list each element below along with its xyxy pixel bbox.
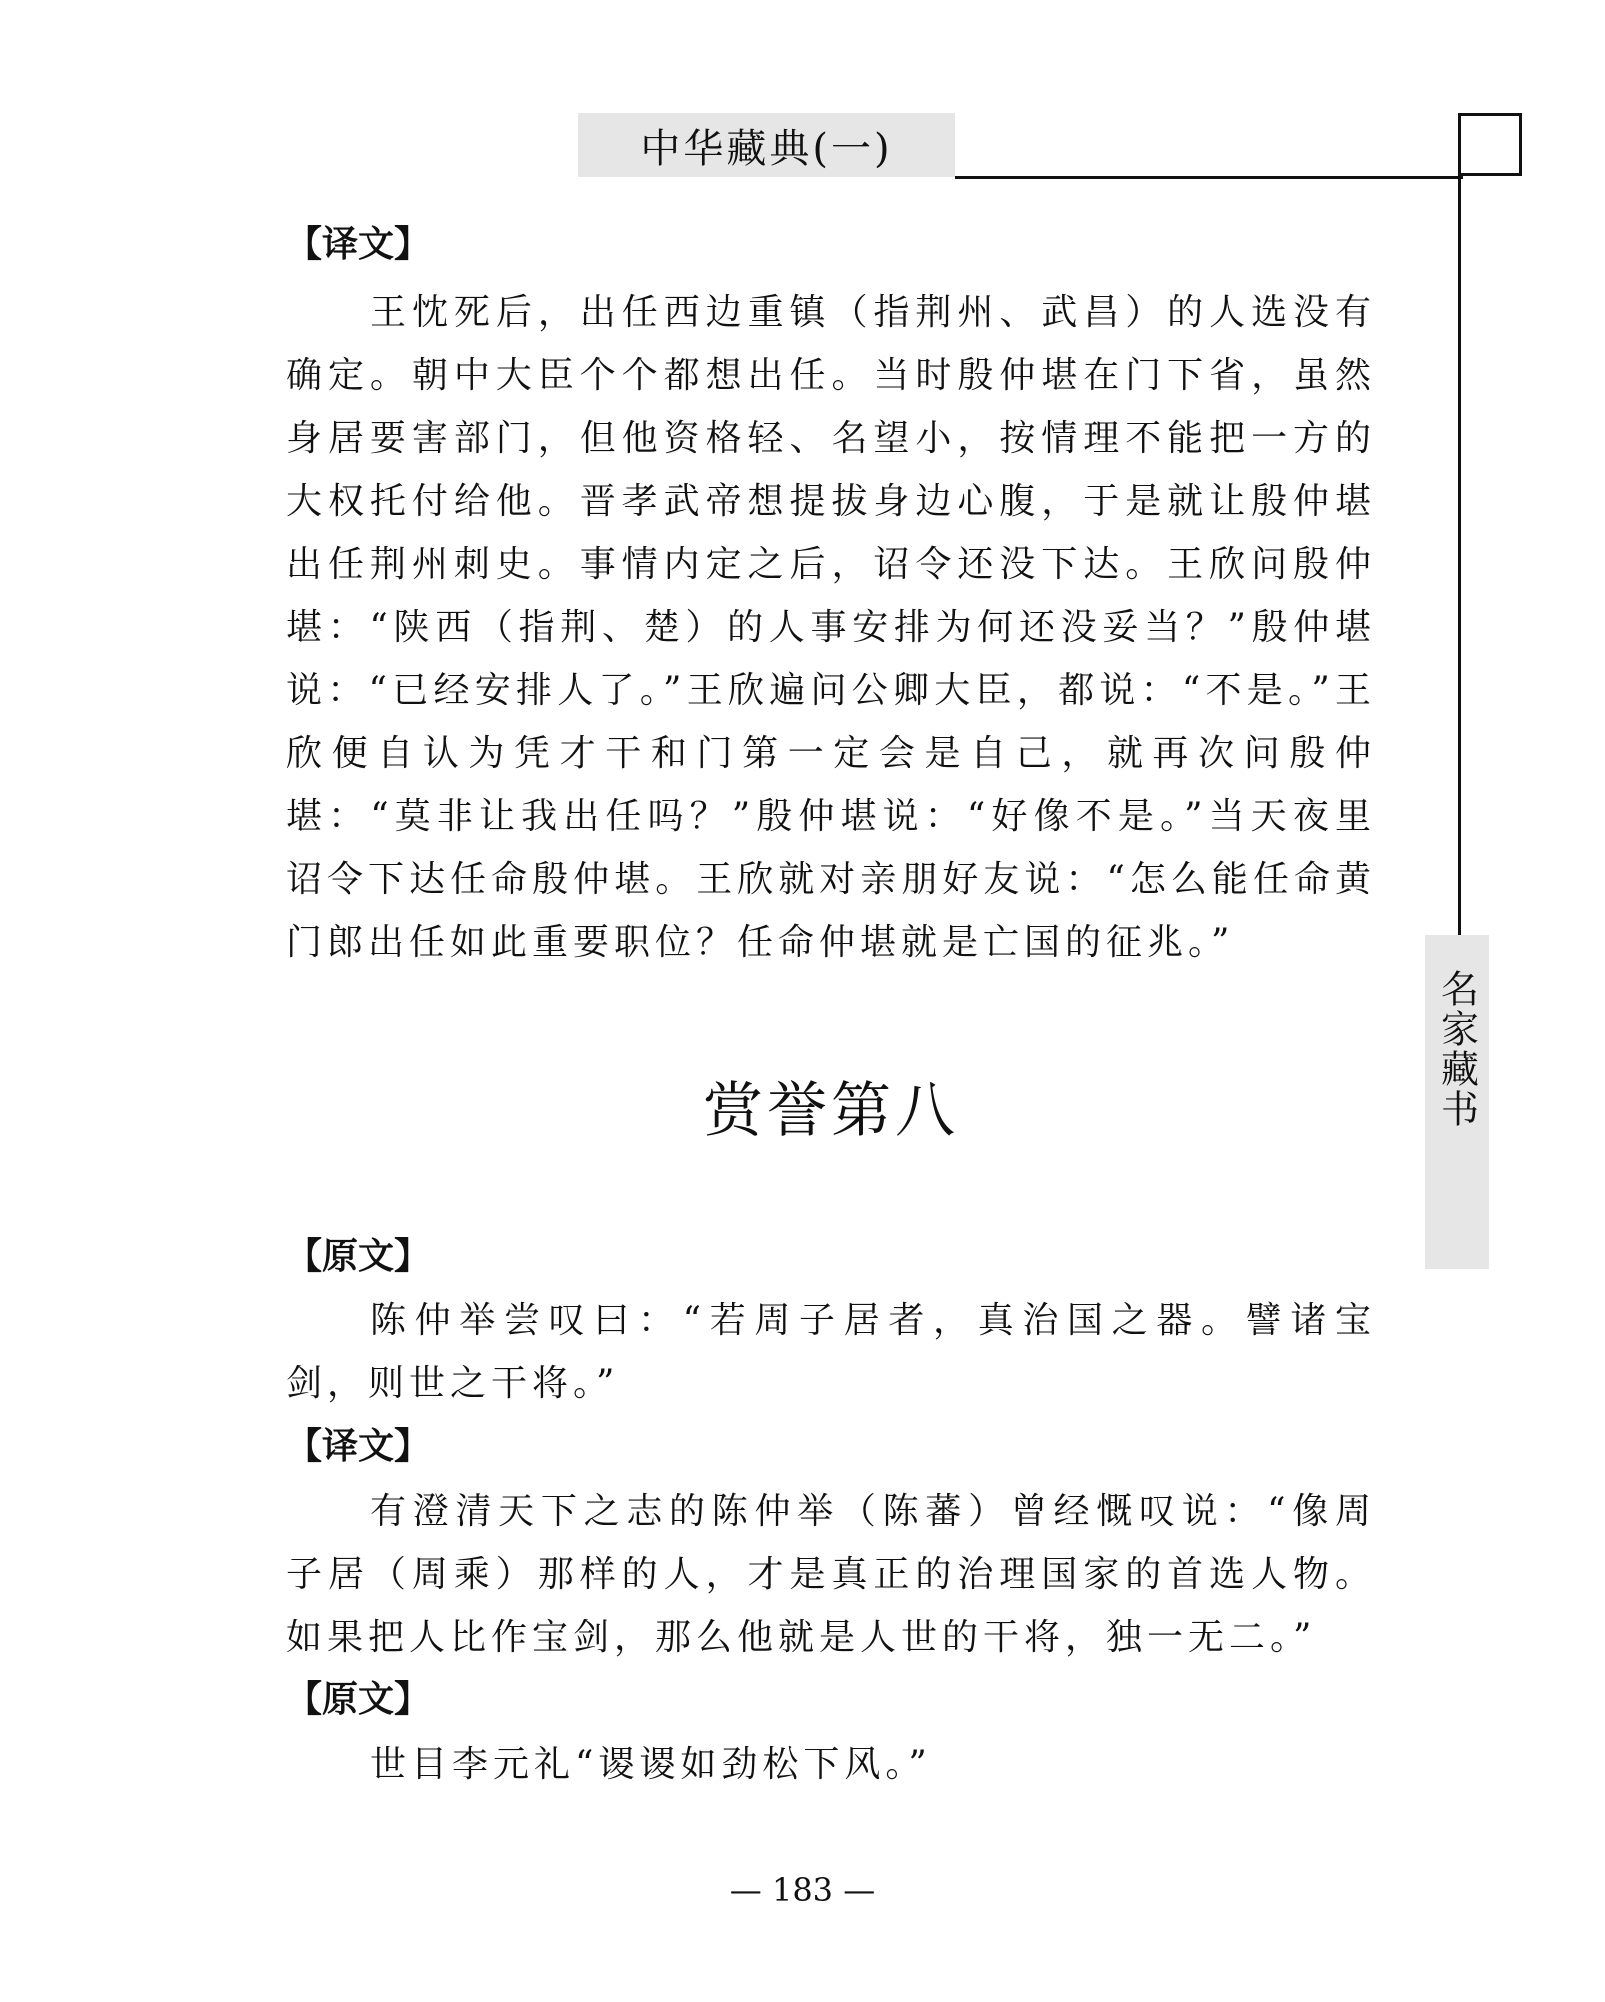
header-rule (955, 176, 1463, 179)
side-tab (1425, 935, 1489, 1269)
chapter-title: 赏誉第八 (703, 1076, 959, 1146)
section-label-translation-2: 【译文】 (286, 1426, 431, 1467)
section-label-original-1: 【原文】 (286, 1236, 431, 1277)
side-tab-label: 名家藏书 (1434, 969, 1479, 1129)
book-title: 中华藏典(一) (640, 125, 893, 172)
paragraph-translation-2: 有澄清天下之志的陈仲举（陈蕃）曾经慨叹说：“像周子居（周乘）那样的人，才是真正的治理国家的首选人物。如果把人比作宝剑，那么他就是人世的干将，独一无二。” (286, 1491, 1376, 1658)
section-label-translation-1: 【译文】 (286, 224, 431, 265)
paragraph-original-1: 陈仲举尝叹曰：“若周子居者，真治国之器。譬诸宝剑，则世之干将。” (286, 1300, 1376, 1404)
section-label-original-2: 【原文】 (286, 1679, 431, 1720)
paragraph-translation-1: 王忱死后，出任西边重镇（指荆州、武昌）的人选没有确定。朝中大臣个个都想出任。当时殷仲堪在门下省，虽然身居要害部门，但他资格轻、名望小，按情理不能把一方的大权托付给他。晋孝武帝想提拔身边心腹，于是就让殷仲堪出任荆州刺史。事情内定之后，诏令还没下达。王欣问殷仲堪：“陕西（指荆、楚）的人事安排为何还没妥当？”殷仲堪说：“已经安排人了。”王欣遍问公卿大臣，都说：“不是。”王欣便自认为凭才干和门第一定会是自己，就再次问殷仲堪：“莫非让我出任吗？”殷仲堪说：“好像不是。”当天夜里诏令下达任命殷仲堪。王欣就对亲朋好友说：“怎么能任命黄门郎出任如此重要职位？任命仲堪就是亡国的征兆。” (286, 292, 1376, 963)
side-vertical-rule (1458, 113, 1461, 935)
paragraph-original-2: 世目李元礼“谡谡如劲松下风。” (370, 1744, 932, 1785)
page-number: — 183 — (729, 1871, 876, 1909)
header-title-box (578, 113, 955, 177)
corner-box (1458, 113, 1522, 176)
